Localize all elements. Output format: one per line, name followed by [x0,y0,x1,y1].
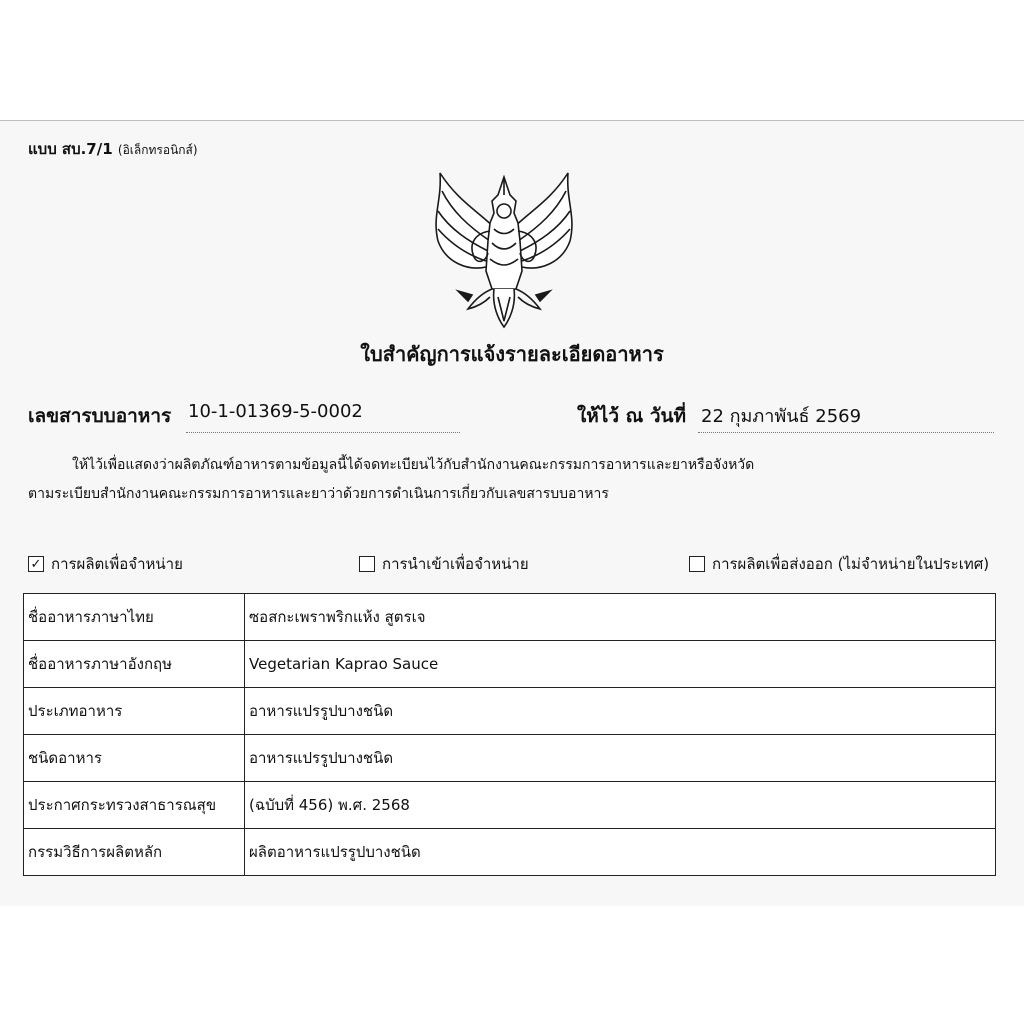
option-manufacture-for-sale [28,552,183,576]
checkbox-empty-icon [359,556,375,572]
option-manufacture-for-export [689,552,989,576]
detail-label: ชื่ออาหารภาษาไทย [24,594,245,641]
food-details-table [23,593,996,876]
garuda-emblem-icon [428,171,580,331]
table-row [24,735,996,782]
form-code [28,137,198,161]
detail-value: อาหารแปรรูปบางชนิด [245,735,996,782]
registration-number-dotted-line [186,432,460,433]
document-title: ใบสำคัญการแจ้งรายละเอียดอาหาร [360,342,664,366]
detail-label: ประกาศกระทรวงสาธารณสุข [24,782,245,829]
detail-value: ผลิตอาหารแปรรูปบางชนิด [245,829,996,876]
statement-line-1: ให้ไว้เพื่อแสดงว่าผลิตภัณฑ์อาหารตามข้อมูลนี้ได้จดทะเบียนไว้กับสำนักงานคณะกรรมการอาหารและยาหรือจังหวัด [72,457,755,473]
table-row [24,688,996,735]
issue-date-dotted-line [698,432,994,433]
statement-line-2: ตามระเบียบสำนักงานคณะกรรมการอาหารและยาว่าด้วยการดำเนินการเกี่ยวกับเลขสารบบอาหาร [28,486,609,502]
form-code-label: แบบ สบ.7/1 [28,140,113,158]
checkbox-empty-icon [689,556,705,572]
detail-label: ชื่ออาหารภาษาอังกฤษ [24,641,245,688]
option-label: การนำเข้าเพื่อจำหน่าย [382,555,529,573]
table-row [24,829,996,876]
option-label: การผลิตเพื่อจำหน่าย [51,555,183,573]
form-code-note: (อิเล็กทรอนิกส์) [117,143,198,157]
checkbox-checked-icon: ✓ [28,556,44,572]
option-label: การผลิตเพื่อส่งออก (ไม่จำหน่ายในประเทศ) [712,555,990,573]
registration-number-label: เลขสารบบอาหาร [28,405,172,427]
table-row [24,594,996,641]
option-import-for-sale [359,552,529,576]
detail-value: ซอสกะเพราพริกแห้ง สูตรเจ [245,594,996,641]
issue-date-label: ให้ไว้ ณ วันที่ [577,405,687,427]
detail-value: (ฉบับที่ 456) พ.ศ. 2568 [245,782,996,829]
detail-value: อาหารแปรรูปบางชนิด [245,688,996,735]
detail-label: ประเภทอาหาร [24,688,245,735]
detail-value: Vegetarian Kaprao Sauce [245,641,996,688]
detail-label: กรรมวิธีการผลิตหลัก [24,829,245,876]
issue-date-value: 22 กุมภาพันธ์ 2569 [701,406,862,427]
detail-label: ชนิดอาหาร [24,735,245,782]
certificate-document [0,120,1024,906]
registration-number-value: 10-1-01369-5-0002 [188,401,363,422]
table-row [24,641,996,688]
table-row [24,782,996,829]
